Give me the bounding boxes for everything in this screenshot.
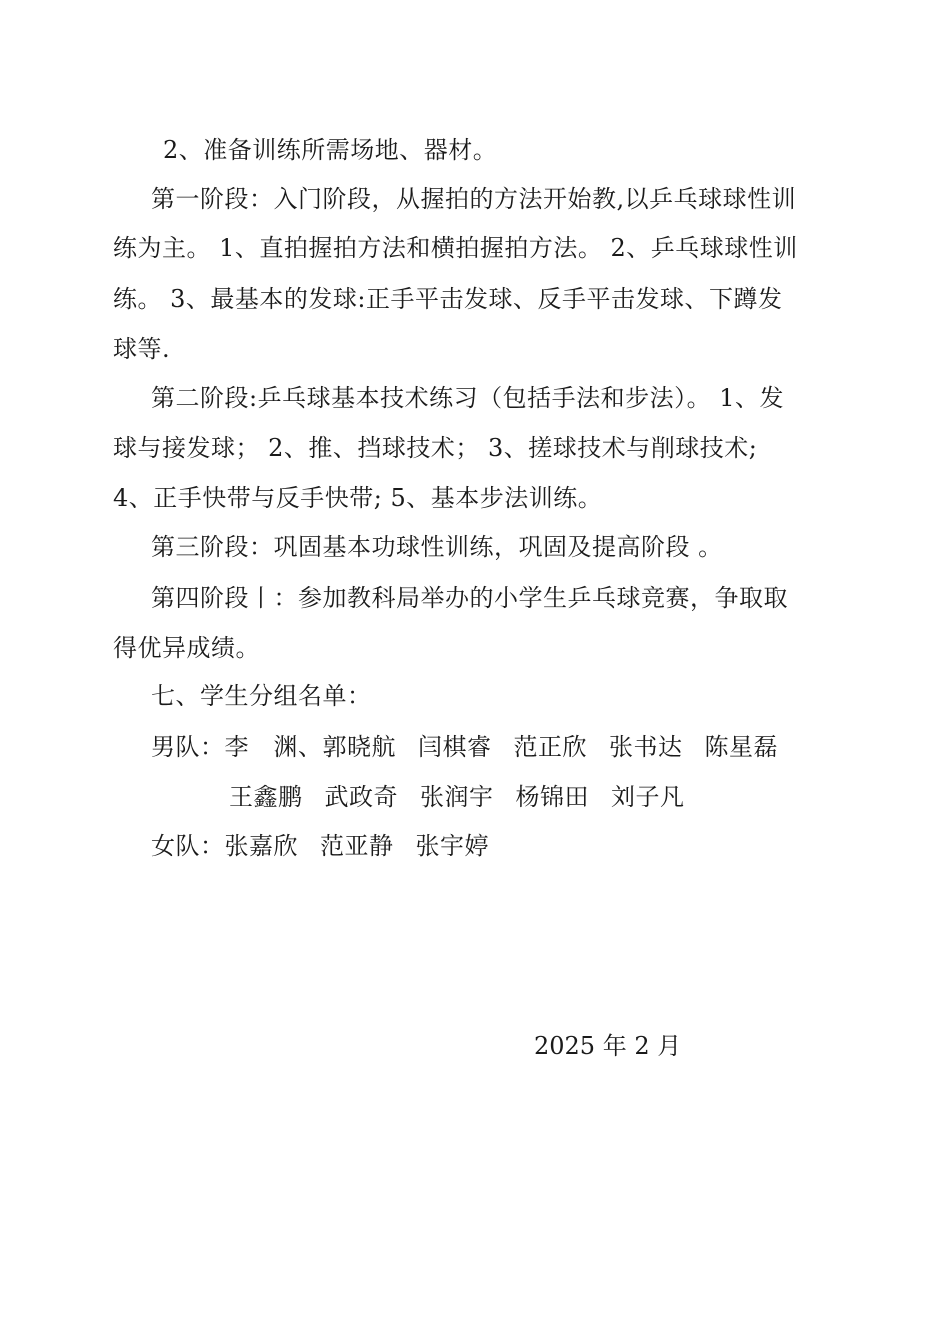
student-name: 范亚静: [320, 832, 394, 860]
student-name: 李 渊、郭晓航: [224, 733, 396, 761]
paragraph-stage1-line2: 练为主。 1、直拍握拍方法和横拍握拍方法。 2、乒乓球球性训: [113, 234, 798, 262]
paragraph-stage2-line2: 球与接发球； 2、推、挡球技术； 3、搓球技术与削球技术;: [113, 434, 758, 462]
girls-team-label: 女队：: [151, 832, 225, 860]
student-name: 张嘉欣: [224, 832, 298, 860]
student-name: 范正欣: [513, 733, 587, 761]
student-name: 张书达: [609, 733, 683, 761]
paragraph-stage1-line1: 第一阶段：入门阶段，从握拍的方法开始教,以乒乓球球性训: [151, 185, 797, 213]
groups-heading: 七、学生分组名单：: [151, 682, 372, 710]
student-name: 陈星磊: [704, 733, 778, 761]
paragraph-stage1-line3: 练。 3、最基本的发球:正手平击发球、反手平击发球、下蹲发: [113, 285, 783, 313]
paragraph-stage4-line1: 第四阶段丨：参加教科局举办的小学生乒乓球竞赛，争取取: [151, 584, 788, 612]
girls-team-row: [151, 830, 489, 862]
paragraph-stage2-line3: 4、正手快带与反手快带; 5、基本步法训练。: [113, 484, 603, 512]
paragraph-stage1-line4: 球等.: [113, 335, 171, 363]
boys-team-label: 男队：: [151, 733, 225, 761]
student-name: 武政奇: [324, 783, 398, 811]
boys-team-row-1: [151, 731, 778, 763]
boys-team-row-2: [229, 781, 685, 813]
paragraph-stage4-line2: 得优异成绩。: [113, 634, 260, 662]
paragraph-stage2-line1: 第二阶段:乒乓球基本技术练习（包括手法和步法）。 1、发: [151, 384, 784, 412]
student-name: 王鑫鹏: [229, 783, 303, 811]
student-name: 闫棋睿: [418, 733, 492, 761]
document-date: 2025 年 2 月: [534, 1032, 682, 1060]
paragraph-prep: 2、准备训练所需场地、器材。: [163, 136, 498, 164]
student-name: 杨锦田: [515, 783, 589, 811]
student-name: 张宇婷: [415, 832, 489, 860]
paragraph-stage3: 第三阶段：巩固基本功球性训练，巩固及提高阶段 。: [151, 533, 723, 561]
student-name: 张润宇: [420, 783, 494, 811]
student-name: 刘子凡: [611, 783, 685, 811]
